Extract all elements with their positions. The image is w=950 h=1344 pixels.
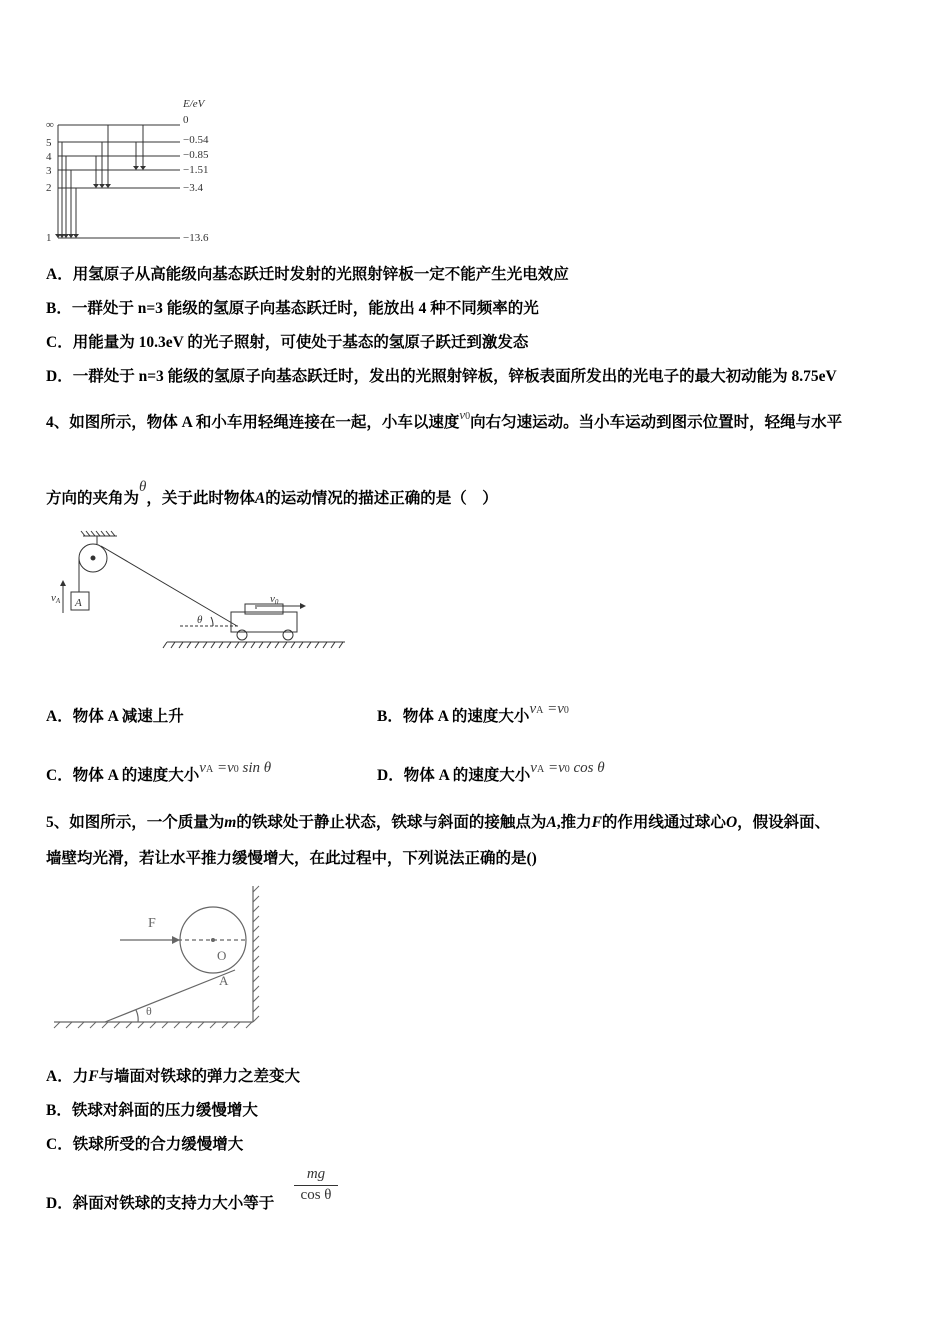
ball-incline-figure xyxy=(50,882,270,1032)
level-n: ∞ xyxy=(46,119,54,131)
q5-stem-line1: 5、如图所示，一个质量为m的铁球处于静止状态，铁球与斜面的接触点为A,推力F的作用线通过球心O，假设斜面、 xyxy=(46,814,831,831)
center-o-label: O xyxy=(217,948,227,963)
level-n: 2 xyxy=(46,182,52,194)
cart-velocity-arrow xyxy=(250,592,310,612)
q3-option-c: C．用能量为 10.3eV 的光子照射，可使处于基态的氢原子跃迁到激发态 xyxy=(46,334,529,351)
level-energy: −3.4 xyxy=(183,182,203,194)
level-energy: −0.54 xyxy=(183,134,209,146)
q5-option-d: D．斜面对铁球的支持力大小等于 xyxy=(46,1195,275,1212)
point-a-label: A xyxy=(219,973,229,988)
energy-axis-label: E/eV xyxy=(183,98,205,110)
va-label: vA xyxy=(51,592,61,605)
fraction-numerator: mg xyxy=(294,1166,338,1186)
q4-stem-line1: 4、如图所示，物体 A 和小车用轻绳连接在一起，小车以速度$^{v0}$向右匀速运动。当小车运动到图示位置时，轻绳与水平 xyxy=(46,407,843,431)
level-n: 1 xyxy=(46,232,52,244)
angle-theta-label: θ xyxy=(146,1004,152,1018)
q4-option-a: A．物体 A 减速上升 xyxy=(46,708,184,725)
level-energy: −1.51 xyxy=(183,164,209,176)
fraction-mg-cos xyxy=(294,1166,338,1204)
formula-d: vA =v0 cos θ xyxy=(530,760,605,776)
level-energy: −13.6 xyxy=(183,232,209,244)
block-a-label: A xyxy=(75,597,82,609)
q4-stem-line2: 方向的夹角为θ，关于此时物体A的运动情况的描述正确的是（ ） xyxy=(46,479,498,507)
v0-symbol: v0 xyxy=(459,407,471,422)
theta-label: θ xyxy=(197,614,203,626)
q5-option-b: B．铁球对斜面的压力缓慢增大 xyxy=(46,1102,258,1119)
theta-symbol: θ xyxy=(139,479,147,495)
level-energy: −0.85 xyxy=(183,149,209,161)
formula-c: vA =v0 sin θ xyxy=(199,760,272,776)
level-n: 3 xyxy=(46,165,52,177)
q3-option-a: A．用氢原子从高能级向基态跃迁时发射的光照射锌板一定不能产生光电效应 xyxy=(46,266,569,283)
v0-label: v0 xyxy=(270,593,279,606)
level-energy: 0 xyxy=(183,114,189,126)
level-n: 4 xyxy=(46,151,52,163)
energy-level-diagram xyxy=(40,95,240,250)
q4-option-b: B．物体 A 的速度大小vA =v0 xyxy=(377,701,569,725)
q4-option-c: C．物体 A 的速度大小vA =v0 sin θ xyxy=(46,760,272,784)
q5-option-a: A．力F与墙面对铁球的弹力之差变大 xyxy=(46,1068,301,1085)
formula-b: vA =v0 xyxy=(529,701,569,717)
q5-stem-line2: 墙壁均光滑，若让水平推力缓慢增大，在此过程中，下列说法正确的是() xyxy=(46,850,537,867)
q3-option-b: B．一群处于 n=3 能级的氢原子向基态跃迁时，能放出 4 种不同频率的光 xyxy=(46,300,539,317)
level-n: 5 xyxy=(46,137,52,149)
fraction-denominator: cos θ xyxy=(300,1187,332,1203)
force-f-label: F xyxy=(148,916,156,931)
q4-option-d: D．物体 A 的速度大小vA =v0 cos θ xyxy=(377,760,605,784)
q3-option-d: D．一群处于 n=3 能级的氢原子向基态跃迁时，发出的光照射锌板，锌板表面所发出的光电子的最大初动能为 8.75eV xyxy=(46,368,837,385)
q5-option-c: C．铁球所受的合力缓慢增大 xyxy=(46,1136,244,1153)
